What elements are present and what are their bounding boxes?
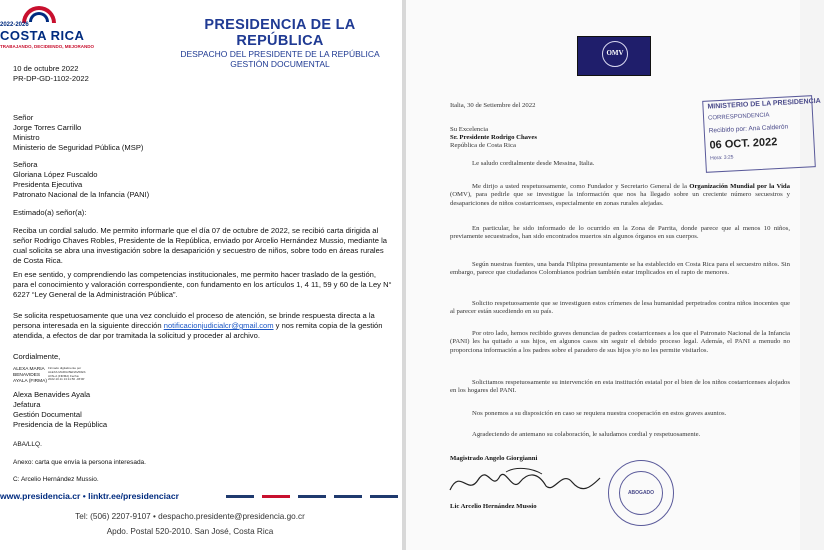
letterhead-office: DESPACHO DEL PRESIDENTE DE LA REPÚBLICA: [180, 49, 380, 59]
recipient1-line: Ministerio de Seguridad Pública (MSP): [13, 143, 144, 152]
recipient2-line: Señora: [13, 160, 38, 169]
paragraph-3-a: Se solicita respetuosamente que una vez concluido el proceso de atención, se brinde respuesta directa a la persona interesada en la siguiente dirección: [13, 311, 375, 330]
letter-presidencia: [0, 0, 402, 550]
signature-name: ALEXA MARIA BENAVIDES AYALA (FIRMA): [13, 367, 47, 384]
recipient2-line: Presidenta Ejecutiva: [13, 180, 83, 189]
signer2: Lic Arcelio Hernández Mussio: [450, 503, 537, 510]
footer-address: Apdo. Postal 520-2010. San José, Costa Rica: [106, 527, 274, 536]
p1-a: Me dirijo a usted respetuosamente, como Fundador y Secretario General de la: [472, 183, 690, 190]
paragraph-1: [450, 183, 790, 208]
costa-rica-logo: [0, 2, 95, 60]
footer-dash: [226, 495, 254, 498]
stamp-hour: Hora: 3:25: [710, 154, 734, 162]
paragraph-4: Solicito respetuosamente que se investiguen estos crímenes de lesa humanidad perpetrados contra niños inocentes que al parecer están sucediendo en su país.: [450, 300, 790, 316]
annex: Anexo: carta que envía la persona interesada.: [13, 459, 146, 466]
recipient1-line: Jorge Torres Carrillo: [13, 123, 82, 132]
p1-c: (OMV), para pedirle que se investigue la información que nos ha llegado sobre un creciente número secuestros y desapariciones de niños costarricenses, especialmente en zonas rurales alejadas.: [450, 191, 790, 207]
letterhead-dept: GESTIÓN DOCUMENTAL: [230, 59, 330, 69]
digital-signature: [13, 367, 103, 389]
salutation: Le saludo cordialmente desde Messina, Italia.: [472, 160, 595, 167]
footer-dash-red: [262, 495, 290, 498]
signer-line: Alexa Benavides Ayala: [13, 390, 91, 399]
signature-note: Firmado digitalmente por ALEXA MARIA BENAVIDES AYALA (FIRMA) Fecha: 2022.10.11 13:11:56 -06'00': [48, 366, 86, 382]
website-links[interactable]: www.presidencia.cr • linktr.ee/presidenciacr: [0, 491, 179, 501]
email-link[interactable]: notificacionjudicialcr@gmail.com: [163, 321, 274, 330]
cc: C: Arcelio Hernández Mussio.: [13, 476, 99, 483]
recipient1-line: Señor: [13, 113, 34, 122]
stamp-line3: Recibido por: Ana Calderón: [708, 123, 789, 135]
omv-logo: [577, 36, 651, 76]
to-line: Su Excelencia: [450, 126, 489, 133]
seal-text: ABOGADO: [627, 490, 655, 496]
lawyer-seal: [608, 460, 674, 526]
paragraph-7: Nos ponemos a su disposición en caso se requiera nuestra cooperación en estos graves asuntos.: [472, 410, 727, 417]
stamp-line2: CORRESPONDENCIA: [707, 112, 770, 122]
paragraph-8: Agradeciendo de antemano su colaboración, le saludamos cordial y respetuosamente.: [472, 431, 701, 438]
paragraph-3: [13, 311, 393, 341]
omv-logo-text: OMV: [606, 49, 624, 57]
paragraph-3: Según nuestras fuentes, una banda Filipina presuntamente se ha establecido en Costa Rica para el secuestro niños. Sin embargo, parece que ciudadanos Colombianos podrían también estar implicados en el rapto de menores.: [450, 261, 790, 277]
greeting: Estimado(a) señor(a):: [13, 208, 87, 217]
to-line: Sr. Presidente Rodrigo Chaves: [450, 134, 537, 141]
footer-dash: [334, 495, 362, 498]
footer-contact: Tel: (506) 2207-9107 • despacho.presidente@presidencia.go.cr: [75, 512, 305, 521]
recipient2-line: Patronato Nacional de la Infancia (PANI): [13, 190, 150, 199]
logo-slogan: TRABAJANDO, DECIDIENDO, MEJORANDO: [0, 44, 95, 49]
paragraph-6: Solicitamos respetuosamente su intervención en esta institución estatal por el bien de los niños costarricenses alojados en los hogares del PANI.: [450, 379, 790, 395]
recipient1-line: Ministro: [13, 133, 40, 142]
initials: ABA/LLQ.: [13, 441, 42, 448]
letter-date: 10 de octubre 2022: [13, 64, 79, 73]
logo-year: 2022-2026: [0, 22, 29, 28]
logo-name: COSTA RICA: [0, 28, 85, 43]
footer-dash: [298, 495, 326, 498]
stamp-date: 06 OCT. 2022: [709, 136, 778, 152]
closing: Cordialmente,: [13, 352, 61, 361]
paragraph-3-b: y nos remita copia de la gestión atendida, a efectos de dar por tramitada la solicitud y proceder al archivo.: [13, 321, 383, 340]
footer-dash: [370, 495, 398, 498]
letterhead: [165, 17, 395, 69]
paragraph-2: En particular, he sido informado de lo ocurrido en la Zona de Parrita, donde parece que al menos 10 niños, previamente secuestrados, han sido encontrados muertos sin algunos órganos en sus cuerpos.: [450, 225, 790, 241]
signer1: Magistrado Angelo Giorgianni: [450, 455, 538, 462]
signer-line: Presidencia de la República: [13, 420, 108, 429]
p1-org: Organización Mundial por la Vida: [689, 183, 790, 190]
paragraph-5: Por otro lado, hemos recibido graves denuncias de padres costarricenses a los que el Patronato Nacional de la Infancia (PANI) les ha quitado a sus hijos, en algunos casos sin seguir el debido proceso legal. Además, el PANI a menudo no proporciona información a los padres sobre el paradero de sus hijos y/o no les permite visitarlos.: [450, 330, 790, 354]
signer-line: Gestión Documental: [13, 410, 82, 419]
paragraph-2: En ese sentido, y comprendiendo las competencias institucionales, me permito hacer traslado de la gestión, para el conocimiento y valoración correspondiente, con fundamento en los artículos 1, 4 11, 59 y 60 de la Ley N° 6227 “Ley General de la Administración Pública”.: [13, 270, 392, 299]
paragraph-1: Reciba un cordial saludo. Me permito informarle que el día 07 de octubre de 2022, se recibió carta dirigida al señor Rodrigo Chaves Robles, Presidente de la República, enviado por Arcelio Hernández Mussio, mediante la cual solicita se abra una investigación sobre la desaparición y secuestro de niños, sobre todo en áreas rurales de Costa Rica.: [13, 226, 387, 265]
letterhead-title: PRESIDENCIA DE LA REPÚBLICA: [204, 17, 356, 49]
signer-line: Jefatura: [13, 400, 41, 409]
received-stamp: [702, 95, 821, 173]
place-date: Italia, 30 de Setiembre del 2022: [450, 102, 536, 109]
letter-ref: PR-DP-GD-1102-2022: [13, 74, 89, 83]
letter-omv: [406, 0, 821, 550]
recipient2-line: Gloriana López Fuscaldo: [13, 170, 98, 179]
handwritten-signature: [446, 462, 606, 502]
stamp-line1: MINISTERIO DE LA PRESIDENCIA: [707, 97, 821, 111]
to-line: República de Costa Rica: [450, 142, 516, 149]
